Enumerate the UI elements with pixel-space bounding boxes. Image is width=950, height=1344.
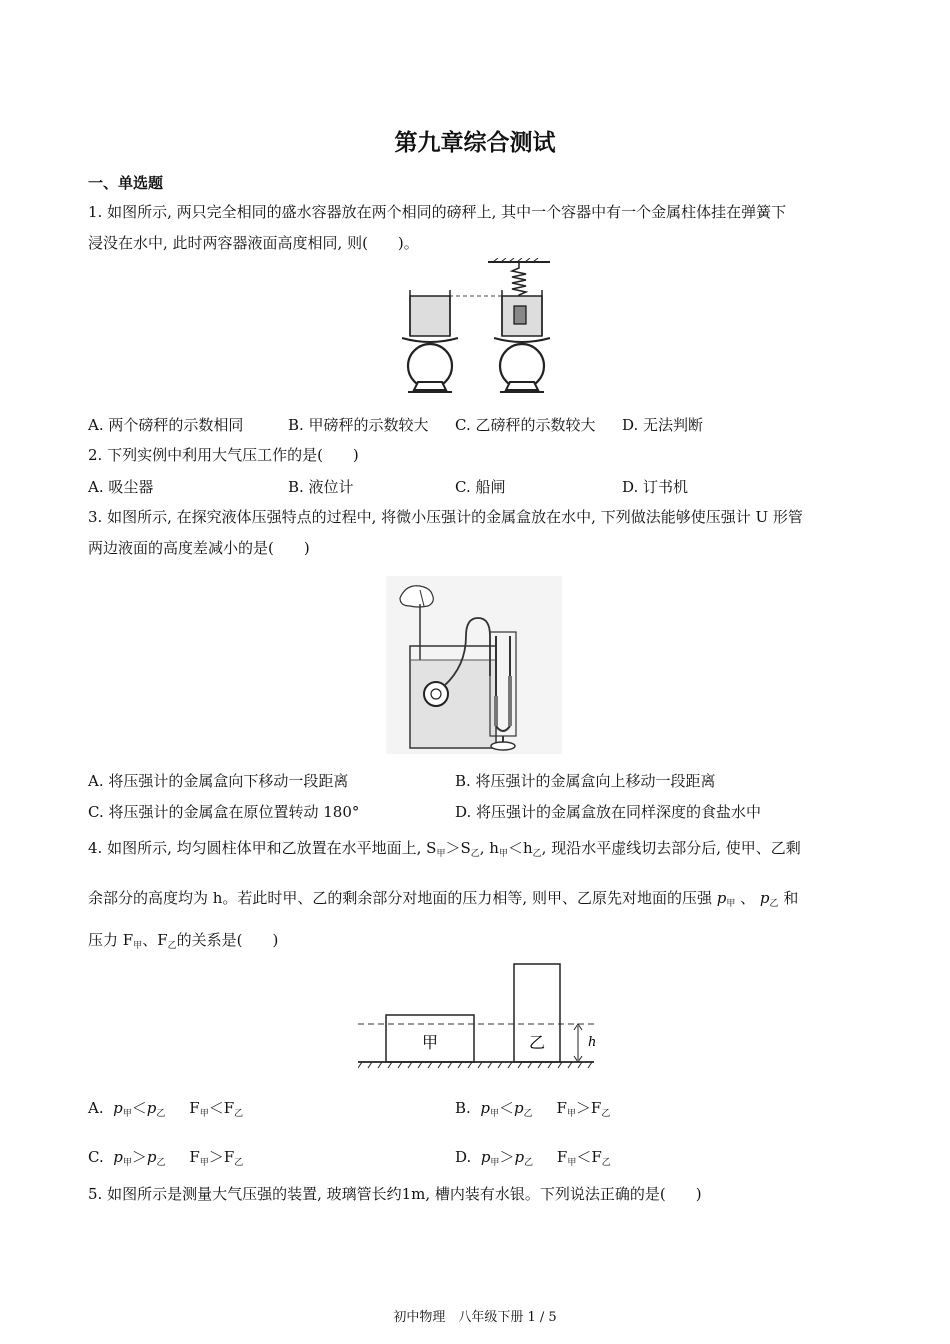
page-footer: 初中物理 八年级下册 1 / 5 — [393, 1310, 557, 1325]
section-heading: 一、单选题 — [88, 174, 164, 192]
q4-figure-cylinders — [358, 962, 598, 1072]
q1-figure-scales — [398, 258, 560, 406]
q3-figure-manometer — [386, 576, 562, 754]
q1-option-b: B. 甲磅秤的示数较大 — [288, 416, 429, 434]
q2-option-b: B. 液位计 — [288, 478, 354, 496]
q1-option-c: C. 乙磅秤的示数较大 — [455, 416, 596, 434]
q2-stem: 2. 下列实例中利用大气压工作的是( ) — [88, 446, 359, 464]
q1-option-d: D. 无法判断 — [622, 416, 704, 434]
q3-stem-line1: 3. 如图所示, 在探究液体压强特点的过程中, 将微小压强计的金属盒放在水中, 下列做法能够使压强计 U 形管 — [88, 508, 803, 526]
q3-stem-line2: 两边液面的高度差减小的是( ) — [88, 539, 310, 557]
q2-option-a: A. 吸尘器 — [88, 478, 154, 496]
fig-label-h: h — [588, 1035, 597, 1050]
q1-stem-line1: 1. 如图所示, 两只完全相同的盛水容器放在两个相同的磅秤上, 其中一个容器中有一个金属柱体挂在弹簧下 — [88, 203, 787, 221]
fig-label-yi: 乙 — [528, 1033, 546, 1052]
q4-stem-line2: 余部分的高度均为 h。若此时甲、乙的剩余部分对地面的压力相等, 则甲、乙原先对地面的压强 $p_甲$ 、 $p_乙$ 和 — [88, 889, 799, 909]
q4-stem-line1: 4. 如图所示, 均匀圆柱体甲和乙放置在水平地面上, $S_甲>S_乙$, $h_甲<h_乙$, 现沿水平虚线切去部分后, 使甲、乙剩 — [88, 839, 801, 859]
q2-option-d: D. 订书机 — [622, 478, 689, 496]
q3-option-b: B. 将压强计的金属盒向上移动一段距离 — [455, 772, 716, 790]
q2-option-c: C. 船闸 — [455, 478, 506, 496]
q3-option-c: C. 将压强计的金属盒在原位置转动 180° — [88, 803, 360, 821]
page-title: 第九章综合测试 — [394, 130, 556, 156]
q4-option-c: C. $p_甲>p_乙$ $F_甲>F_乙$ — [88, 1148, 244, 1168]
q3-option-d: D. 将压强计的金属盒放在同样深度的食盐水中 — [455, 803, 762, 821]
q1-option-a: A. 两个磅秤的示数相同 — [88, 416, 244, 434]
q5-stem: 5. 如图所示是测量大气压强的装置, 玻璃管长约1m, 槽内装有水银。下列说法正确的是( ) — [88, 1185, 702, 1203]
q3-option-a: A. 将压强计的金属盒向下移动一段距离 — [88, 772, 349, 790]
q1-stem-line2: 浸没在水中, 此时两容器液面高度相同, 则( )。 — [88, 234, 419, 252]
q4-option-a: A. $p_甲<p_乙$ $F_甲<F_乙$ — [88, 1099, 244, 1119]
q4-option-b: B. $p_甲<p_乙$ $F_甲>F_乙$ — [455, 1099, 611, 1119]
q4-option-d: D. $p_甲>p_乙$ $F_甲<F_乙$ — [455, 1148, 611, 1168]
fig-label-jia: 甲 — [421, 1033, 439, 1052]
q4-stem-line3: 压力 $F_甲$、$F_乙$的关系是( ) — [88, 931, 279, 951]
